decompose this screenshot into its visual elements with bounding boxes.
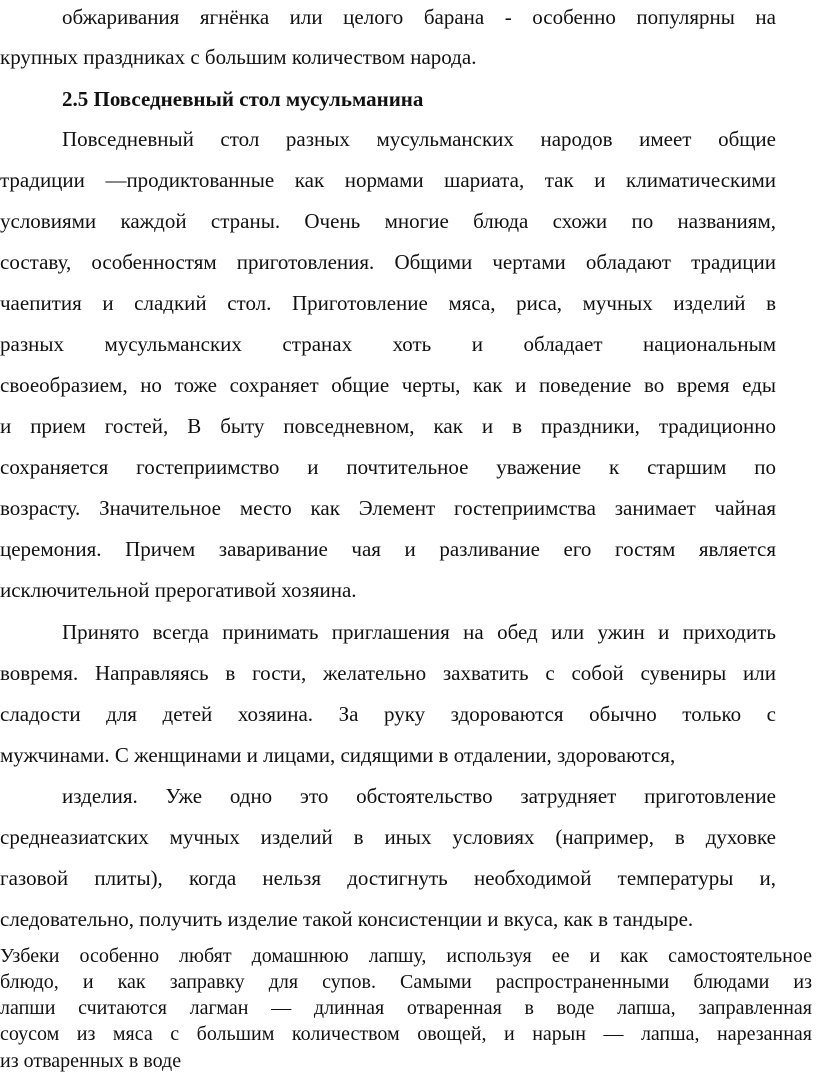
text-line: своеобразием, но тоже сохраняет общие черты, как и поведение во время еды	[0, 373, 776, 397]
text-line: мужчинами. С женщинами и лицами, сидящими в отдалении, здороваются,	[0, 743, 676, 767]
text-line: Принято всегда принимать приглашения на обед или ужин и приходить	[62, 620, 776, 644]
text-line: разных мусульманских странах хоть и обладает национальным	[0, 332, 776, 356]
text-line: изделия. Уже одно это обстоятельство затрудняет приготовление	[62, 784, 776, 808]
text-line: и прием гостей, В быту повседневном, как и в праздники, традиционно	[0, 414, 776, 438]
text-line: условиями каждой страны. Очень многие блюда схожи по названиям,	[0, 209, 776, 233]
text-line: Повседневный стол разных мусульманских народов имеет общие	[62, 127, 776, 151]
text-line: из отваренных в воде	[0, 1050, 182, 1072]
text-line: лапши считаются лагман — длинная отваренная в воде лапша, заправленная	[0, 997, 812, 1019]
text-line: следовательно, получить изделие такой консистенции и вкуса, как в тандыре.	[0, 907, 694, 931]
text-line: возрасту. Значительное место как Элемент гостеприимства занимает чайная	[0, 496, 776, 520]
text-line: составу, особенностям приготовления. Общими чертами обладают традиции	[0, 250, 776, 274]
section-heading: 2.5 Повседневный стол мусульманина	[62, 87, 424, 111]
text-line: традиции —продиктованные как нормами шариата, так и климатическими	[0, 168, 776, 192]
text-line: сохраняется гостеприимство и почтительное уважение к старшим по	[0, 455, 776, 479]
text-line: вовремя. Направляясь в гости, желательно захватить с собой сувениры или	[0, 661, 776, 685]
text-line: исключительной прерогативой хозяина.	[0, 578, 357, 602]
text-line: сладости для детей хозяина. За руку здороваются обычно только с	[0, 702, 776, 726]
text-line: церемония. Причем заваривание чая и разливание его гостям является	[0, 537, 776, 561]
text-line: обжаривания ягнёнка или целого барана - особенно популярны на	[62, 5, 776, 29]
text-line: блюдо, и как заправку для супов. Самыми распространенными блюдами из	[0, 971, 812, 993]
text-line: чаепития и сладкий стол. Приготовление мяса, риса, мучных изделий в	[0, 291, 776, 315]
text-line: газовой плиты), когда нельзя достигнуть необходимой температуры и,	[0, 866, 776, 890]
text-line: соусом из мяса с большим количеством овощей, и нарын — лапша, нарезанная	[0, 1023, 812, 1045]
text-line: Узбеки особенно любят домашнюю лапшу, используя ее и как самостоятельное	[0, 945, 812, 967]
text-line: среднеазиатских мучных изделий в иных условиях (например, в духовке	[0, 825, 776, 849]
text-line: крупных праздниках с большим количеством народа.	[0, 45, 477, 69]
